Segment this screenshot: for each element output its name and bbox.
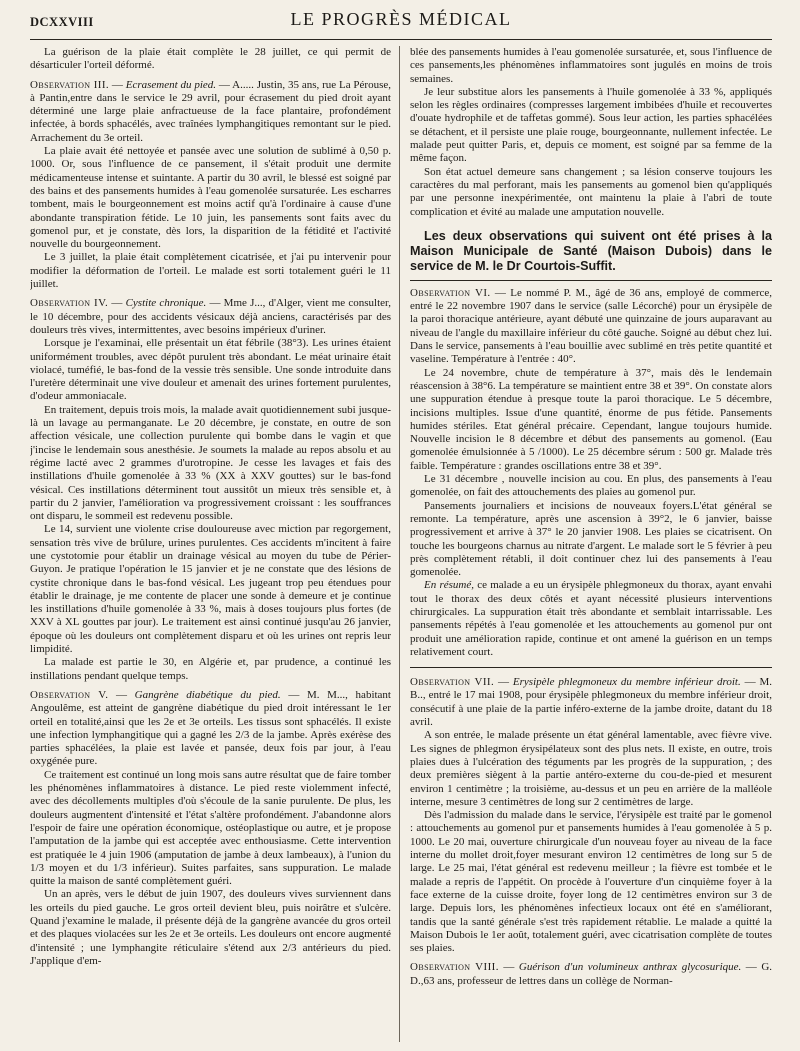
observation-3: Observation III. — Ecrasement du pied. — A..... Justin, 35 ans, rue La Pérouse, à Pantin,entre dans le service le 29 avril, pour écrasement du pied droit ayant déterminé une large plaie anfractueuse de la face plantaire, profondément infectée, à bords sphacélés, avec traînées lymphangitiques remontant sur le pied. Arrachement du 3e orteil. [30,78,392,144]
observation-title: Erysipèle phlegmoneux du membre inférieur droit. [512,676,741,689]
resume-label: En résumé, [424,579,474,592]
page-header [30,0,772,40]
paragraph: A son entrée, le malade présente un état général lamentable, avec fièvre vive. Les signes de phlegmon érysipélateux sont des plus nets. Il existe, en outre, trois plaies dues à l'ulcération des téguments par les progrès de la suppuration, ; des deux premières siègent à la partie antéro-externe du cou-de-pied et mesurent environ 1 centimètre ; la troisième, au-dessus et un peu en arrière de la malléole interne, mesure 3 centimètres de long sur 2 centimètres de large. [410,729,772,808]
observation-label: Observation IV. [30,297,109,310]
paragraph: Le 14, survient une violente crise douloureuse avec miction par regorgement, sensation très vive de brûlure, urines purulentes. Ces accidents m'incitent à faire une cystotomie pour établir un drainage vésical au moyen du tube de Périer-Guyon. Je pratique l'opération le 15 janvier et je ne constate que des lésions de cystite chronique dans le bas-fond vésical. Les jugeant trop peu étendues pour établir le drainage, je me contente de placer une sonde à demeure et je continue les instillations d'huile gomenolée à 33 %, mais à doses toujours plus fortes (de XXV à XL gouttes par jour). Le traitement est ainsi continué jusqu'au 26 janvier, époque où les douleurs ont complètement disparu et où les urines ont repris leur limpidité. [30,523,391,656]
divider [410,280,772,281]
paragraph: blée des pansements humides à l'eau gomenolée sursaturée, et, sous l'influence de ces pansements,les phénomènes inflammatoires sont jugulés en moins de trois semaines. [410,46,772,85]
section-heading: Les deux observations qui suivent ont été prises à la Maison Municipale de Santé (Maison Dubois) dans le service de M. le Dr Courtois-Suffit. [410,228,772,273]
right-column [400,46,772,1042]
observation-4: Observation IV. — Cystite chronique. — Mme J..., d'Alger, vient me consulter, le 10 décembre, pour des accidents vésicaux déjà anciens, caractérisés par des douleurs très vives, intermittentes, avec besoins impérieux d'uriner. [30,297,392,336]
paragraph: Le 31 décembre , nouvelle incision au cou. En plus, des pansements à l'eau gomenolée, on fait des attouchements des plaies au gomenol pur. [410,473,772,499]
paragraph: La malade est partie le 30, en Algérie et, par prudence, a continué les instillations pendant quelque temps. [30,656,391,682]
paragraph: Lorsque je l'examinai, elle présentait un état fébrile (38°3). Les urines étaient uniformément troubles, avec dépôt purulent très abondant. Le méat urinaire était violacé, tuméfié, le bas-fond de la vessie très sensible. Une sonde introduite dans l'uretère déterminait une vive douleur et amenait des urines fortement purulentes, d'odeur ammoniacale. [30,337,391,403]
observation-label: Observation VIII. [410,961,499,974]
observation-label: Observation VI. [410,286,491,299]
observation-label: Observation V. [30,688,109,701]
observation-text: — A..... Justin, 35 ans, rue La Pérouse, à Pantin,entre dans le service le 29 avril, pour écrasement du pied droit ayant déterminé une large plaie anfractueuse de la face plantaire, profondément infectée, à bords sphacélés, avec traînées lymphangitiques remontant sur le pied. Arrachement du 3e orteil. [30,78,392,144]
observation-title: Guérison d'un volumineux anthrax glycosurique. [518,961,742,974]
observation-label: Observation III. [30,78,110,91]
observation-6 [410,287,772,367]
paragraph: Le 3 juillet, la plaie était complètement cicatrisée, et j'ai pu intervenir pour modifier la déformation de l'orteil. Le malade est sorti totalement guéri le 11 juillet. [30,251,391,291]
observation-7: Observation VII. — Erysipèle phlegmoneux du membre inférieur droit. — M. B.., entré le 17 mai 1908, pour érysipèle phlegmoneux du membre inférieur droit, consécutif à une plaie de la partie inféro-externe de la jambe droite, datant du 18 avril. [410,676,772,729]
paragraph: Pansements journaliers et incisions de nouveaux foyers.L'état général se remonte. La température, après une ascension à 39°2, le 6 janvier, baisse progressivement et arrive à 37° le 20 janvier 1908. Les plaies se cicatrisent. On touche les bourgeons charnus au nitrate d'argent. Le malade sort le 5 février à peu près complètement rétabli, il doit continuer chez lui des pansements à l'eau gomenolée. [410,499,772,579]
paragraph: La plaie avait été nettoyée et pansée avec une solution de sublimé à 0,50 p. 1000. Or, sous l'influence de ce pansement, il s'était produit une dermite médicamenteuse intense et suintante. A partir du 30 avril, le blessé est soigné par des bains et des pansements humides à l'eau gomenolée sursaturée. Les escharres tombent, mais le bourgeonnement est moins actif qu'à l'ordinaire à cause d'une abondante transpiration fétide. Le 10 juin, les pansements sont faits avec du gomenol pur, et je constate, dès lors, la disparition de la fétidité et l'activité nouvelle du bourgeonnement. [30,145,391,251]
divider [410,667,772,668]
observation-5: Observation V. — Gangrène diabétique du pied. — M. M..., habitant Angoulême, est atteint de gangrène diabétique du pied droit intéressant le 1er orteil en totalité,ainsi que les 2e et 3e orteils. Les tissus sont sphacélés. Il existe une infection lymphangitique qui a gagné les 2/3 de la jambe. Après exérèse des parties sphacélées, la plaie est lavée et pansée, deux fois par jour, à l'eau oxygénée pure. [30,688,391,768]
journal-title: LE PROGRÈS MÉDICAL [290,9,512,29]
paragraph-resume [410,579,772,659]
observation-text: — Mme J..., d'Alger, vient me consulter, le 10 décembre, pour des accidents vésicaux déjà anciens, caractérisés par des douleurs très vives, intermittentes, avec besoins impérieux d'uriner. [30,297,392,336]
paragraph: Ce traitement est continué un long mois sans autre résultat que de faire tomber les phénomènes inflammatoires à distance. Le pied reste violemment infecté, avec des décollements multiples d'où s'écoule de la sanie purulente. De plus, les douleurs augmentent d'intensité et l'état s'altère profondément. J'abandonne alors l'espoir de faire une opération économique, ostéoplastique ou autre, et je propose l'amputation de la jambe qui est acceptée avec enthousiasme. Cette intervention est pratiquée le 4 juin 1906 (amputation de jambe à deux lambeaux), à l'union du 1/3 moyen et du 1/3 inférieur). Suites parfaites, sans suppuration. Le malade quitte la maison de santé complètement guéri. [30,768,391,888]
observation-text: — M. B.., entré le 17 mai 1908, pour érysipèle phlegmoneux du membre inférieur droit, consécutif à une plaie de la partie inféro-externe de la jambe droite, datant du 18 avril. [410,676,772,729]
paragraph: Je leur substitue alors les pansements à l'huile gomenolée à 33 %, appliqués selon les règles ordinaires (compresses largement imbibées d'huile et recouvertes d'ouate hydrophile et de taffetas gommé). Sous leur action, les parties sphacélées se détachent, et il persiste une plaie rouge, bourgeonnante, nullement infectée. Le malade peut quitter Paris, et, depuis ce moment, est soigné par sa femme de la même façon. [410,85,772,165]
paragraph: Dès l'admission du malade dans le service, l'érysipèle est traité par le gomenol : attouchements au gomenol pur et pansements humides à l'eau gomenolée à 5 p. 1000. Le 20 mai, ouverture chirurgicale d'un nouveau foyer au niveau de la face interne du mollet droit,foyer mesurant environ 12 centimètres de long sur 5 de large. Le 25 mai, l'état général est redevenu meilleur ; la fièvre est tombée et le malade a repris de l'appétit. On procède à l'ouverture d'un cinquième foyer à la face externe de la cuisse droite, foyer long de 12 centimètres environ sur 3 de large. Depuis lors, les phénomènes infectieux locaux ont été en s'améliorant, tandis que la santé générale s'est très rapidement rétablie. Le malade a quitté la Maison Dubois le 1er août, totalement guéri, avec cicatrisation complète de toutes ses plaies. [410,809,772,955]
observation-title: Ecrasement du pied. [125,78,217,91]
paragraph: Un an après, vers le début de juin 1907, des douleurs vives surviennent dans les orteils du pied gauche. Le gros orteil devient bleu, puis noirâtre et s'ulcère. Quand j'examine le malade, il présente déjà de la gangrène avancée du gros orteil et des plaques violacées sur les 2e et 3e orteils. Les douleurs ont encore augmenté d'intensité ; une lymphangite réticulaire s'étend aux 2/3 antérieurs du pied. J'applique d'em- [30,888,391,967]
observation-title: Cystite chronique. [125,297,207,310]
article-columns [30,46,772,1042]
paragraph: La guérison de la plaie était complète le 28 juillet, ce qui permit de désarticuler l'orteil déformé. [30,46,391,72]
paragraph: Le 24 novembre, chute de température à 37°, mais dès le lendemain réascension à 38°6. La température se maintient entre 38 et 39°. On constate alors une suppuration étendue à presque toute la paroi thoracique. Le 5 décembre, incisions multiples. Issue d'une quantité, énorme de pus fétide. Pansements humides stériles. Etat général précaire. Cependant, langue toujours humide. Nouvelle incision le 8 décembre et début des pansements au gomenol. (Eau gomenolée émulsionnée à 5 /1000). Le 25 décembre sérum : 500 gr. Malade très faible. Température : grandes oscillations entre 38 et 39°. [410,366,772,472]
observation-label: Observation VII. [410,676,495,689]
observation-text: — M. M..., habitant Angoulême, est atteint de gangrène diabétique du pied droit intéressant le 1er orteil en totalité,ainsi que les 2e et 3e orteils. Les tissus sont sphacélés. Il existe une infection lymphangitique qui a gagné les 2/3 de la jambe. Après exérèse des parties sphacélées, la plaie est lavée et pansée, deux fois par jour, à l'eau oxygénée pure. [30,688,391,768]
resume-text: ce malade a eu un érysipèle phlegmoneux du thorax, ayant envahi tout le thorax des deux côtés et ayant nécessité plusieurs interventions chirurgicales. La suppuration était très abondante et semblait intarrissable. Les pansements répétés à l'eau gomenolée et les attouchements au gomenol pur ont produit une amélioration rapide, continue et ont amené la guérison en un temps relativement court. [410,579,772,658]
left-column [30,46,400,1042]
observation-text: — G. D.,63 ans, professeur de lettres dans un collège de Norman- [410,961,772,987]
page-number: DCXXVIII [30,15,94,29]
observation-8: Observation VIII. — Guérison d'un volumineux anthrax glycosurique. — G. D.,63 ans, professeur de lettres dans un collège de Norman- [410,961,772,987]
paragraph: En traitement, depuis trois mois, la malade avait quotidiennement subi jusque-là un lavage au permanganate. Le 20 décembre, je constate, en outre de son affection vésicale, une collection purulente qui bombe dans le vagin et que j'incise le lendemain sous anesthésie. Je soumets la malade au repos absolu et au régime lacté avec 2 grammes d'urotropine. Je cesse les lavages et fais des instillations d'huile gomenolée à 33 % (XX à XXV gouttes) sur le bas-fond vésical. Ces instillations déterminent tout aussitôt un mieux très sensible et, à partir du 2 janvier, l'amélioration va progressivement croissant : les souffrances ont disparu, le sommeil est redevenu possible. [30,403,391,523]
paragraph: Son état actuel demeure sans changement ; sa lésion conserve toujours les caractères du mal perforant, mais les pansements au gomenol bien qu'appliqués par une personne inexpérimentée, ont maintenu la plaie à l'abri de toute complication et évité au malade une amputation nouvelle. [410,165,772,218]
observation-title: Gangrène diabétique du pied. [134,688,281,701]
observation-text: — Le nommé P. M., âgé de 36 ans, employé de commerce, entré le 22 novembre 1907 dans le service (salle Lécorché) pour un érysipèle de la paroi thoracique antérieure, ayant débuté une quinzaine de jours auparavant au niveau de l'angle du maxillaire inférieur du côté gauche. Soigné au début chez lui. Dans le service, pansements à l'eau bouillie avec sublimé en très petite quantité et vaseline. Température à l'entrée : 40°. [410,286,772,366]
